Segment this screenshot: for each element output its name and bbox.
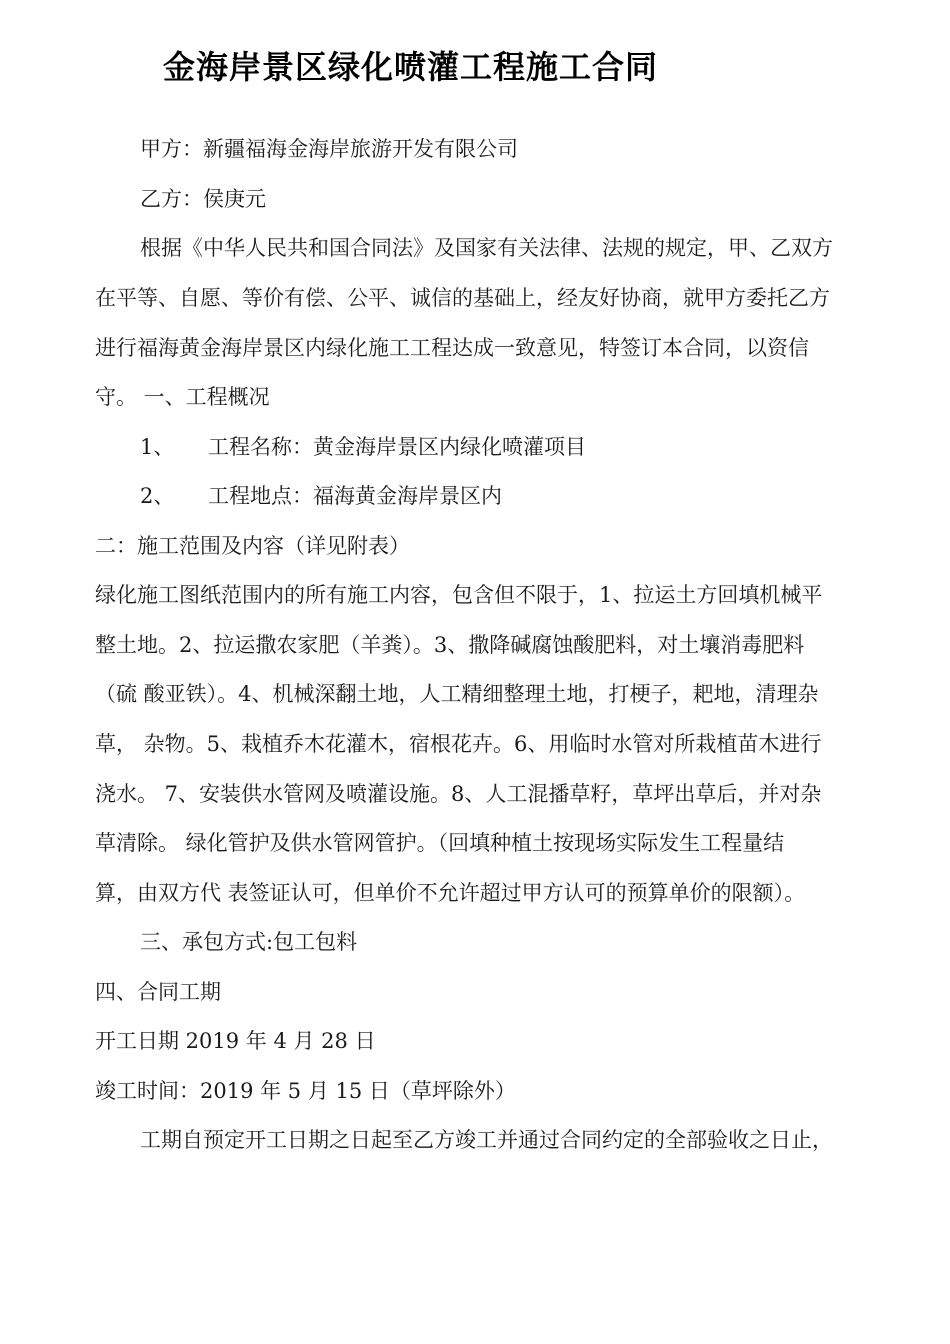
end-date-line: 竣工时间：2019 年 5 月 15 日（草坪除外）: [95, 1079, 516, 1103]
start-date-line: 开工日期 2019 年 4 月 28 日: [95, 1029, 376, 1053]
section-2-line-5: 浇水。 7、安装供水管网及喷灌设施。8、人工混播草籽，草坪出草后，并对杂: [95, 782, 822, 806]
party-a-line: 甲方：新疆福海金海岸旅游开发有限公司: [140, 137, 518, 161]
section-2-line-3: （硫 酸亚铁）。4、机械深翻土地，人工精细整理土地，打梗子，耙地，清理杂: [95, 682, 819, 706]
overview-item-text: 工程名称：黄金海岸景区内绿化喷灌项目: [208, 435, 586, 459]
section-2-heading: 二：施工范围及内容（详见附表）: [95, 534, 410, 558]
preamble-line-1: 根据《中华人民共和国合同法》及国家有关法律、法规的规定，甲、乙双方: [140, 236, 833, 260]
section-3-line: 三、承包方式:包工包料: [140, 930, 358, 954]
period-line: 工期自预定开工日期之日起至乙方竣工并通过合同约定的全部验收之日止，: [140, 1128, 833, 1152]
section-4-heading: 四、合同工期: [95, 980, 221, 1004]
party-b-line: 乙方：侯庚元: [140, 187, 266, 211]
section-2-line-1: 绿化施工图纸范围内的所有施工内容，包含但不限于，1、拉运土方回填机械平: [95, 583, 823, 607]
contract-title: 金海岸景区绿化喷灌工程施工合同: [163, 48, 659, 86]
preamble-line-2: 在平等、自愿、等价有偿、公平、诚信的基础上，经友好协商，就甲方委托乙方: [95, 286, 830, 310]
preamble-line-3: 进行福海黄金海岸景区内绿化施工工程达成一致意见，特签订本合同，以资信: [95, 336, 809, 360]
overview-item-text: 工程地点：福海黄金海岸景区内: [208, 484, 502, 508]
section-2-line-7: 算，由双方代 表签证认可，但单价不允许超过甲方认可的预算单价的限额）。: [95, 881, 806, 905]
overview-item-number: 1、: [140, 435, 175, 459]
section-2-line-4: 草， 杂物。5、栽植乔木花灌木，宿根花卉。6、用临时水管对所栽植苗木进行: [95, 732, 822, 756]
section-2-line-2: 整土地。2、拉运撒农家肥（羊粪）。3、撒降碱腐蚀酸肥料，对土壤消毒肥料: [95, 633, 805, 657]
preamble-line-4: 守。 一、工程概况: [95, 385, 270, 409]
overview-item-1: [140, 432, 586, 462]
overview-item-number: 2、: [140, 484, 175, 508]
overview-item-2: [140, 481, 502, 511]
section-2-line-6: 草清除。 绿化管护及供水管网管护。（回填种植土按现场实际发生工程量结: [95, 831, 785, 855]
